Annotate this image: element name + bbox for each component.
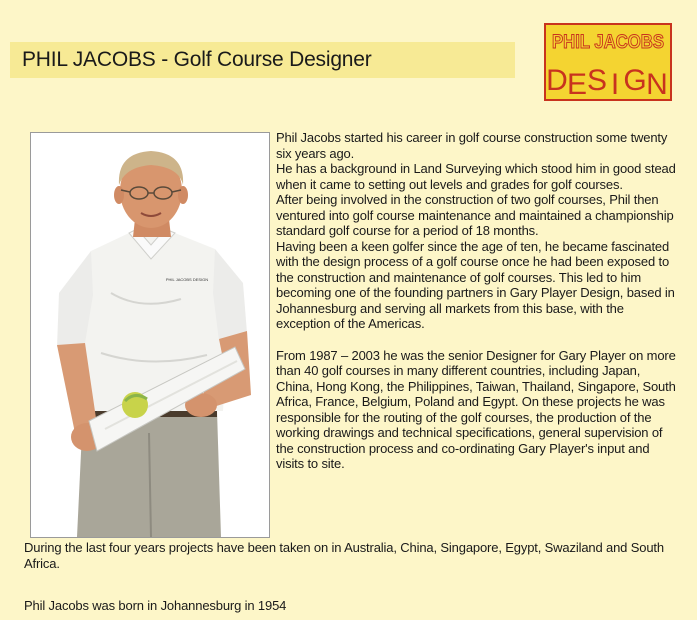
title-bar — [10, 42, 515, 78]
bio-paragraph: Phil Jacobs started his career in golf course construction some twenty six years ago. — [276, 130, 668, 161]
birth-info-text: Phil Jacobs was born in Johannesburg in 1954 — [24, 598, 287, 613]
logo-design-letter: E — [566, 68, 588, 101]
logo-name-text: PHIL JACOBS — [552, 32, 664, 53]
portrait-photo — [30, 132, 270, 538]
bio-text — [276, 130, 676, 472]
recent-projects-text: During the last four years projects have been taken on in Australia, China, Singapore, Egypt, Swaziland and South Africa. — [24, 540, 664, 571]
logo-design-letter: I — [610, 68, 620, 101]
logo-design-letter: N — [646, 68, 668, 101]
bio-paragraph: He has a background in Land Surveying which stood him in good stead when it came to setting out levels and grades for golf courses. — [276, 161, 676, 192]
portrait-illustration — [31, 133, 269, 537]
bio-paragraph: After being involved in the construction of two golf courses, Phil then ventured into golf course maintenance and maintained a championship standard golf course for a period of 18 months. — [276, 192, 674, 238]
shirt-logo: PHIL JACOBS DESIGN — [165, 277, 209, 282]
company-logo — [543, 22, 673, 102]
logo-design-letter: S — [586, 64, 608, 97]
logo-design-letter: D — [546, 64, 568, 97]
bio-paragraph: Having been a keen golfer since the age of ten, he became fascinated with the design process of a golf course once he had been exposed to the construction and maintenance of golf courses. This led to him becoming one of the founding partners in Gary Player Design, based in Johannesburg and serving all markets from this base, with the exception of the Americas. — [276, 238, 675, 331]
logo-design-letter: G — [623, 64, 647, 97]
bio-paragraph: From 1987 – 2003 he was the senior Designer for Gary Player on more than 40 golf courses in many different countries, including Japan, China, Hong Kong, the Philippines, Taiwan, Thailand, Singapore, South Africa, France, Belgium, Poland and Egypt. On these projects he was responsible for the routing of the golf courses, the production of the working drawings and technical specifications, general supervision of the construction process and co-ordinating Gary Player's input and visits to site. — [276, 347, 676, 471]
page-title: PHIL JACOBS - Golf Course Designer — [22, 48, 372, 71]
